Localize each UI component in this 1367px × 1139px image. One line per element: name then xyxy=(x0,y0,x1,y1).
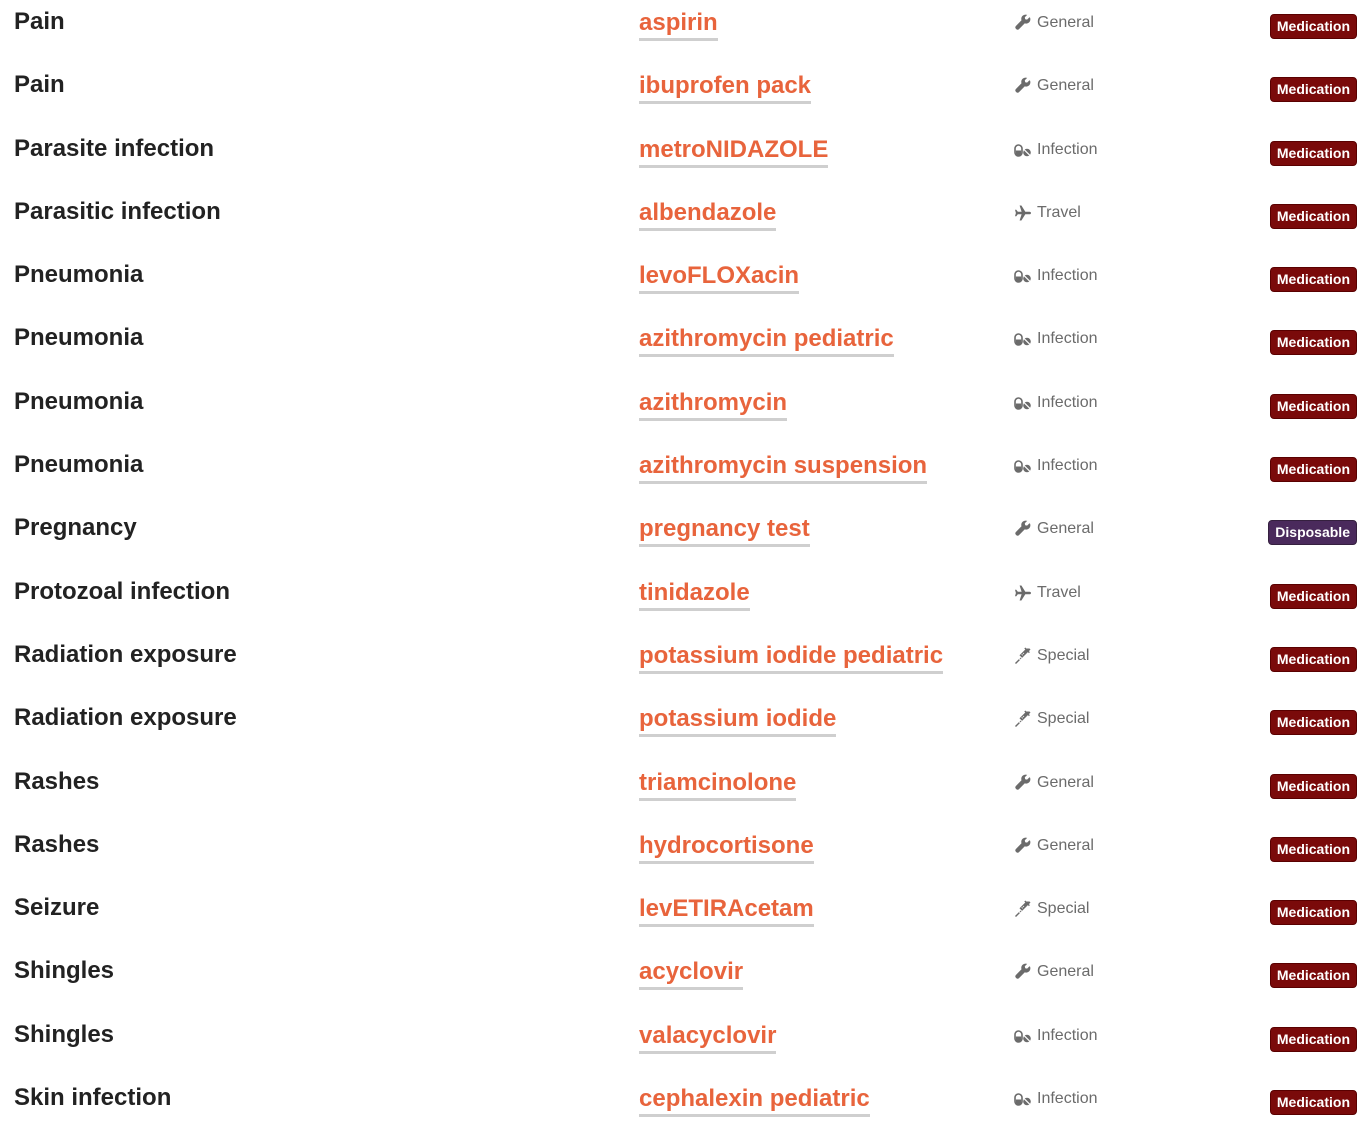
drug-link[interactable]: azithromycin xyxy=(639,388,787,421)
category-text: Travel xyxy=(1037,583,1081,601)
category-label xyxy=(1014,710,1089,728)
category-label xyxy=(1014,204,1081,222)
list-item xyxy=(0,506,1367,569)
category-label xyxy=(1014,141,1097,159)
drug-link[interactable]: tinidazole xyxy=(639,578,750,611)
medication-badge: Medication xyxy=(1270,963,1357,988)
condition-label: Shingles xyxy=(14,957,115,985)
category-label xyxy=(1014,774,1094,792)
category-label xyxy=(1014,457,1097,475)
category-label xyxy=(1014,267,1097,285)
drug-link[interactable]: valacyclovir xyxy=(639,1021,776,1054)
condition-label: Parasitic infection xyxy=(14,197,221,225)
pills-icon xyxy=(1014,1090,1032,1108)
wrench-icon xyxy=(1014,774,1032,792)
category-text: Infection xyxy=(1037,1090,1098,1108)
syringe-icon xyxy=(1014,647,1032,665)
condition-label: Rashes xyxy=(14,767,100,795)
pills-icon xyxy=(1014,457,1032,475)
list-item xyxy=(0,316,1367,379)
list-item xyxy=(0,886,1367,949)
medication-badge: Medication xyxy=(1270,710,1357,735)
drug-link[interactable]: metroNIDAZOLE xyxy=(639,135,828,168)
category-text: General xyxy=(1037,77,1094,95)
condition-label: Shingles xyxy=(14,1020,115,1048)
category-text: Infection xyxy=(1037,1026,1098,1044)
plane-icon xyxy=(1014,204,1032,222)
medication-badge: Medication xyxy=(1270,584,1357,609)
condition-label: Pneumonia xyxy=(14,261,144,289)
category-label xyxy=(1014,520,1094,538)
list-item xyxy=(0,253,1367,316)
list-item xyxy=(0,380,1367,443)
category-label xyxy=(1014,900,1089,918)
list-item xyxy=(0,696,1367,759)
category-text: General xyxy=(1037,14,1094,31)
wrench-icon xyxy=(1014,77,1032,95)
medication-badge: Medication xyxy=(1270,900,1357,925)
drug-link[interactable]: cephalexin pediatric xyxy=(639,1084,870,1117)
medication-badge: Medication xyxy=(1270,141,1357,166)
condition-label: Pregnancy xyxy=(14,514,137,542)
drug-link[interactable]: azithromycin suspension xyxy=(639,451,927,484)
condition-label: Radiation exposure xyxy=(14,704,237,732)
condition-label: Pneumonia xyxy=(14,324,144,352)
condition-label: Rashes xyxy=(14,830,100,858)
wrench-icon xyxy=(1014,520,1032,538)
category-label xyxy=(1014,394,1097,412)
medication-badge: Medication xyxy=(1270,267,1357,292)
pills-icon xyxy=(1014,141,1032,159)
condition-label: Pain xyxy=(14,71,65,99)
pills-icon xyxy=(1014,330,1032,348)
condition-label: Parasite infection xyxy=(14,134,215,162)
list-item xyxy=(0,823,1367,886)
drug-link[interactable]: potassium iodide xyxy=(639,704,836,737)
drug-link[interactable]: azithromycin pediatric xyxy=(639,324,894,357)
category-label xyxy=(1014,963,1094,981)
condition-label: Pneumonia xyxy=(14,451,144,479)
category-text: Infection xyxy=(1037,140,1098,158)
category-text: General xyxy=(1037,520,1094,538)
list-item xyxy=(0,127,1367,190)
wrench-icon xyxy=(1014,14,1032,32)
syringe-icon xyxy=(1014,710,1032,728)
syringe-icon xyxy=(1014,900,1032,918)
condition-label: Pneumonia xyxy=(14,387,144,415)
medication-badge: Medication xyxy=(1270,330,1357,355)
list-item xyxy=(0,633,1367,696)
drug-link[interactable]: levoFLOXacin xyxy=(639,261,799,294)
list-item xyxy=(0,570,1367,633)
medication-badge: Medication xyxy=(1270,1027,1357,1052)
category-text: Travel xyxy=(1037,203,1081,221)
list-item xyxy=(0,63,1367,126)
drug-link[interactable]: hydrocortisone xyxy=(639,831,814,864)
medication-badge: Medication xyxy=(1270,394,1357,419)
condition-label: Pain xyxy=(14,8,65,35)
medication-badge: Medication xyxy=(1270,1090,1357,1115)
category-label xyxy=(1014,584,1081,602)
drug-link[interactable]: aspirin xyxy=(639,8,718,41)
pills-icon xyxy=(1014,1027,1032,1045)
plane-icon xyxy=(1014,584,1032,602)
pills-icon xyxy=(1014,267,1032,285)
medication-badge: Medication xyxy=(1270,204,1357,229)
category-text: Infection xyxy=(1037,393,1098,411)
disposable-badge: Disposable xyxy=(1268,520,1357,545)
medication-badge: Medication xyxy=(1270,774,1357,799)
category-text: Special xyxy=(1037,646,1090,664)
category-label xyxy=(1014,1090,1097,1108)
drug-link[interactable]: pregnancy test xyxy=(639,514,810,547)
list-item xyxy=(0,0,1367,63)
category-text: General xyxy=(1037,773,1094,791)
category-text: Infection xyxy=(1037,330,1098,348)
medication-badge: Medication xyxy=(1270,647,1357,672)
drug-link[interactable]: triamcinolone xyxy=(639,768,796,801)
condition-label: Skin infection xyxy=(14,1084,172,1112)
medication-badge: Medication xyxy=(1270,837,1357,862)
drug-link[interactable]: albendazole xyxy=(639,198,776,231)
drug-link[interactable]: ibuprofen pack xyxy=(639,71,811,104)
category-label xyxy=(1014,330,1097,348)
list-item xyxy=(0,443,1367,506)
category-label xyxy=(1014,1027,1097,1045)
list-item xyxy=(0,949,1367,1012)
list-item xyxy=(0,760,1367,823)
condition-label: Protozoal infection xyxy=(14,577,230,605)
list-item xyxy=(0,1076,1367,1139)
category-text: Infection xyxy=(1037,457,1098,475)
drug-link[interactable]: potassium iodide pediatric xyxy=(639,641,943,674)
pills-icon xyxy=(1014,394,1032,412)
condition-label: Radiation exposure xyxy=(14,640,237,668)
category-text: Special xyxy=(1037,710,1090,728)
drug-link[interactable]: acyclovir xyxy=(639,957,743,990)
category-text: Infection xyxy=(1037,267,1098,285)
category-label xyxy=(1014,647,1089,665)
medication-badge: Medication xyxy=(1270,457,1357,482)
category-text: General xyxy=(1037,963,1094,981)
drug-link[interactable]: levETIRAcetam xyxy=(639,894,814,927)
category-label xyxy=(1014,14,1094,32)
condition-label: Seizure xyxy=(14,894,100,922)
category-label xyxy=(1014,837,1094,855)
category-text: Special xyxy=(1037,900,1090,918)
wrench-icon xyxy=(1014,837,1032,855)
wrench-icon xyxy=(1014,963,1032,981)
category-label xyxy=(1014,77,1094,95)
medication-badge: Medication xyxy=(1270,77,1357,102)
list-item xyxy=(0,1013,1367,1076)
category-text: General xyxy=(1037,836,1094,854)
medication-badge: Medication xyxy=(1270,14,1357,39)
list-item xyxy=(0,190,1367,253)
